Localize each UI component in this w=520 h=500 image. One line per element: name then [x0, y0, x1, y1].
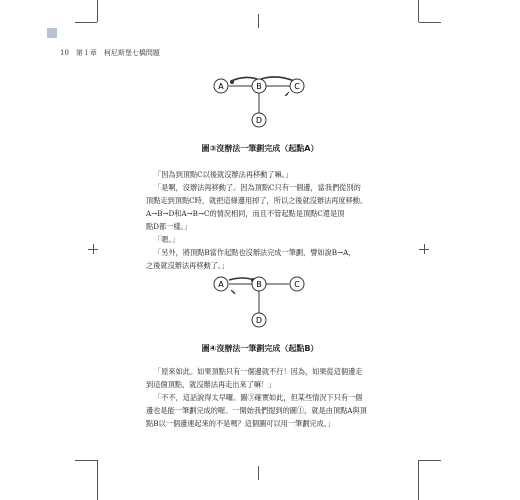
crop-mark [258, 466, 259, 480]
text-line: 到這個頂點，就沒辦法再走出來了嘛！」 [146, 380, 276, 389]
crop-mark [88, 249, 98, 250]
text-line: 「不不，這話說得太早囉。圖③確實如此，但某些情況下只有一個 [154, 393, 363, 402]
text-line: 點B以一個邊連起來的不是嗎？這個圖可以用一筆劃完成。」 [146, 419, 335, 428]
node-d-label: D [255, 116, 263, 125]
text-line: 「是啊，沒辦法再移動了。因為頂點C只有一個邊，當我們從別的 [154, 183, 361, 192]
crop-mark [418, 460, 419, 500]
node-b-label: B [256, 82, 262, 91]
node-c-label: C [294, 82, 300, 91]
text-line: 點D都一樣。」 [146, 222, 192, 231]
crop-mark [419, 249, 429, 250]
text-block-1 [146, 168, 390, 272]
crop-mark [419, 460, 441, 461]
text-line: 邊也是能一筆劃完成的喔。一開始我們提到的圖①，就是由頂點A與頂 [146, 406, 367, 415]
figure-3-graph [205, 70, 315, 130]
crop-mark [75, 22, 97, 23]
text-line: 頂點走到頂點C時，就把這條邊用掉了，所以之後就沒辦法再度移動。 [146, 196, 368, 205]
crop-mark [418, 0, 419, 22]
text-line: A→B→D和A→B→C的情況相同，而且不管起點是頂點C還是頂 [146, 209, 345, 218]
crop-mark [97, 460, 98, 500]
registration-square [47, 28, 57, 38]
text-line: 「另外，將頂點B當作起點也沒辦法完成一筆劃，譬如說B→A， [154, 248, 356, 257]
node-d-label: D [255, 316, 263, 325]
node-a-label: A [218, 82, 224, 91]
text-block-2 [146, 365, 390, 430]
crop-mark [75, 460, 97, 461]
node-b-label: B [256, 280, 262, 289]
figure-4-caption: 圖④沒辦法一筆劃完成（起點B） [201, 344, 319, 353]
text-line: 之後就沒辦法再移動了。」 [146, 261, 229, 270]
text-line: 「原來如此。如果頂點只有一個邊就不行！因為，如果從這個邊走 [154, 367, 363, 376]
text-line: 「嗯。」 [154, 235, 180, 244]
running-header: 10 第１章 柯尼斯堡七橋問題 [60, 49, 160, 57]
crop-mark [97, 0, 98, 22]
crop-mark [419, 22, 441, 23]
node-c-label: C [294, 280, 300, 289]
crop-mark [258, 14, 259, 28]
text-line: 「因為到頂點C以後就沒辦法再移動了嘛。」 [154, 170, 293, 179]
figure-3-caption: 圖③沒辦法一筆劃完成（起點A） [201, 144, 319, 153]
node-a-label: A [218, 280, 224, 289]
figure-4-graph [205, 272, 315, 332]
